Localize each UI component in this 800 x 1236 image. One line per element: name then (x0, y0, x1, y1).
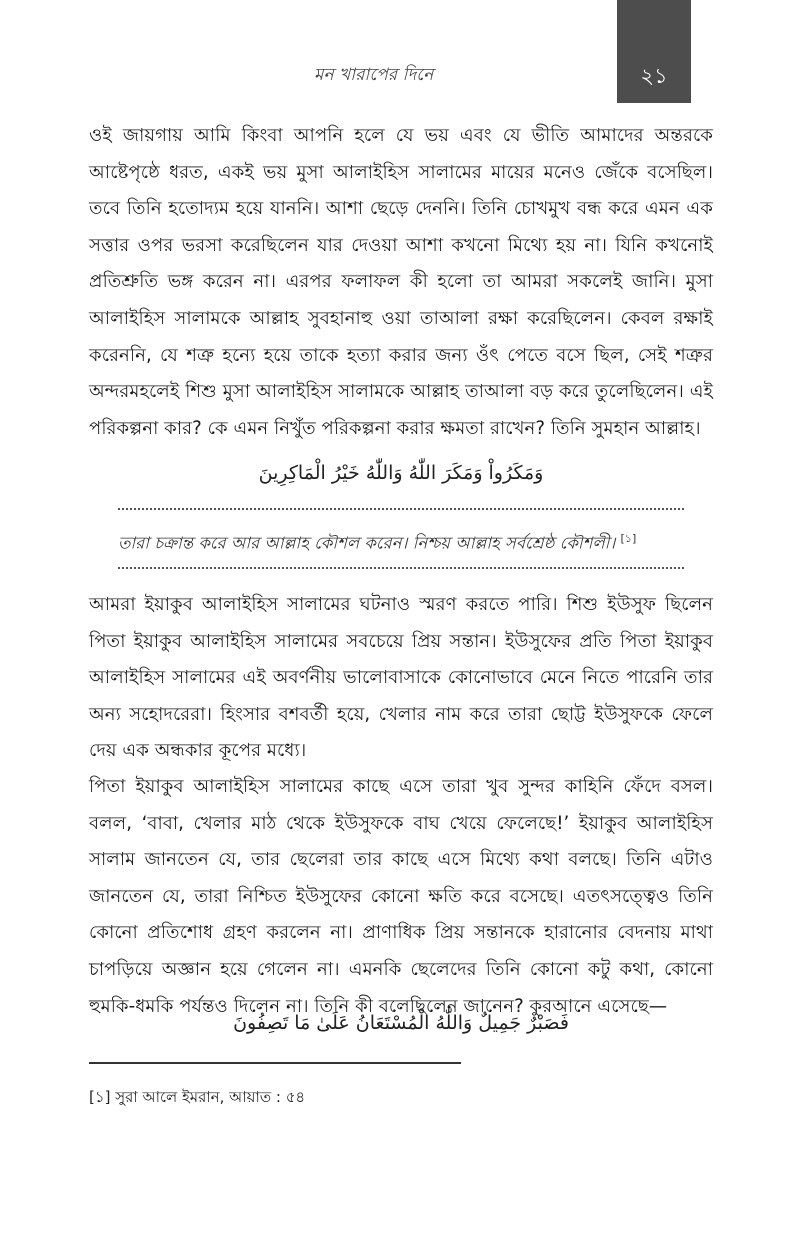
page-number: ২১ (640, 64, 668, 88)
verse-translation (118, 524, 684, 559)
dotted-divider-bottom (118, 567, 684, 569)
footnote-1: [১] সুরা আলে ইমরান, আয়াত : ৫৪ (89, 1088, 306, 1106)
translation-text: তারা চক্রান্ত করে আর আল্লাহ কৌশল করেন। নিশ্চয় আল্লাহ সর্বশ্রেষ্ঠ কৌশলী। (118, 533, 616, 553)
arabic-verse-2: فَصَبْرٌ جَمِيلٌ وَاللّٰهُ الْمُسْتَعَانُ عَلَىٰ مَا تَصِفُونَ (233, 1012, 569, 1034)
running-title: মন খারাপের দিনে (314, 65, 434, 85)
body-paragraph-2: আমরা ইয়াকুব আলাইহিস সালামের ঘটনাও স্মরণ করতে পারি। শিশু ইউসুফ ছিলেন পিতা ইয়াকুব আলাইহিস সালামের সবচেয়ে প্রিয় সন্তান। ইউসুফের প্রতি পিতা ইয়াকুব আলাইহিস সালামের এই অবর্ণনীয় ভালোবাসাকে কোনোভাবে মেনে নিতে পারেনি তার অন্য সহোদরেরা। হিংসার বশবর্তী হয়ে, খেলার নাম করে তারা ছোট্ট ইউসুফকে ফেলে দেয় এক অন্ধকার কূপের মধ্যে। (89, 594, 713, 762)
page-number-tab (617, 0, 691, 103)
body-paragraph-3: পিতা ইয়াকুব আলাইহিস সালামের কাছে এসে তারা খুব সুন্দর কাহিনি ফেঁদে বসল। বলল, ‘বাবা, খেলার মাঠ থেকে ইউসুফকে বাঘ খেয়ে ফেলেছে!’ ইয়াকুব আলাইহিস সালাম জানতেন যে, তার ছেলেরা তার কাছে এসে মিথ্যে কথা বলছে। তিনি এটাও জানতেন যে, তারা নিশ্চিত ইউসুফের কোনো ক্ষতি করে বসেছে। এতৎসত্ত্বেও তিনি কোনো প্রতিশোধ গ্রহণ করলেন না। প্রাণাধিক প্রিয় সন্তানকে হারানোর বেদনায় মাথা চাপড়িয়ে অজ্ঞান হয়ে গেলেন না। এমনকি ছেলেদের তিনি কোনো কটু কথা, কোনো হুমকি-ধমকি পর্যন্তও দিলেন না। তিনি কী বলেছিলেন জানেন? কুরআনে এসেছে— (89, 776, 713, 1017)
footnote-rule (89, 1062, 461, 1064)
footnote-marker: [১] (620, 532, 637, 545)
body-paragraph-1: ওই জায়গায় আমি কিংবা আপনি হলে যে ভয় এবং যে ভীতি আমাদের অন্তরকে আষ্টেপৃষ্ঠে ধরত, একই ভয় মুসা আলাইহিস সালামের মায়ের মনেও জেঁকে বসেছিল। তবে তিনি হতোদ্যম হয়ে যাননি। আশা ছেড়ে দেননি। তিনি চোখমুখ বন্ধ করে এমন এক সত্তার ওপর ভরসা করেছিলেন যার দেওয়া আশা কখনো মিথ্যে হয় না। যিনি কখনোই প্রতিশ্রুতি ভঙ্গ করেন না। এরপর ফলাফল কী হলো তা আমরা সকলেই জানি। মুসা আলাইহিস সালামকে আল্লাহ সুবহানাহু ওয়া তাআলা রক্ষা করেছিলেন। কেবল রক্ষাই করেননি, যে শত্রু হন্যে হয়ে তাকে হত্যা করার জন্য ওঁৎ পেতে বসে ছিল, সেই শত্রুর অন্দরমহলেই শিশু মুসা আলাইহিস সালামকে আল্লাহ তাআলা বড় করে তুলেছিলেন। এই পরিকল্পনা কার? কে এমন নিখুঁত পরিকল্পনা করার ক্ষমতা রাখেন? তিনি সুমহান আল্লাহ। (89, 125, 713, 439)
arabic-verse-1: وَمَكَرُواْ وَمَكَرَ اللّٰهُ وَاللّٰهُ خَيْرُ الْمَاكِرِينَ (258, 462, 544, 484)
dotted-divider-top (118, 508, 684, 510)
